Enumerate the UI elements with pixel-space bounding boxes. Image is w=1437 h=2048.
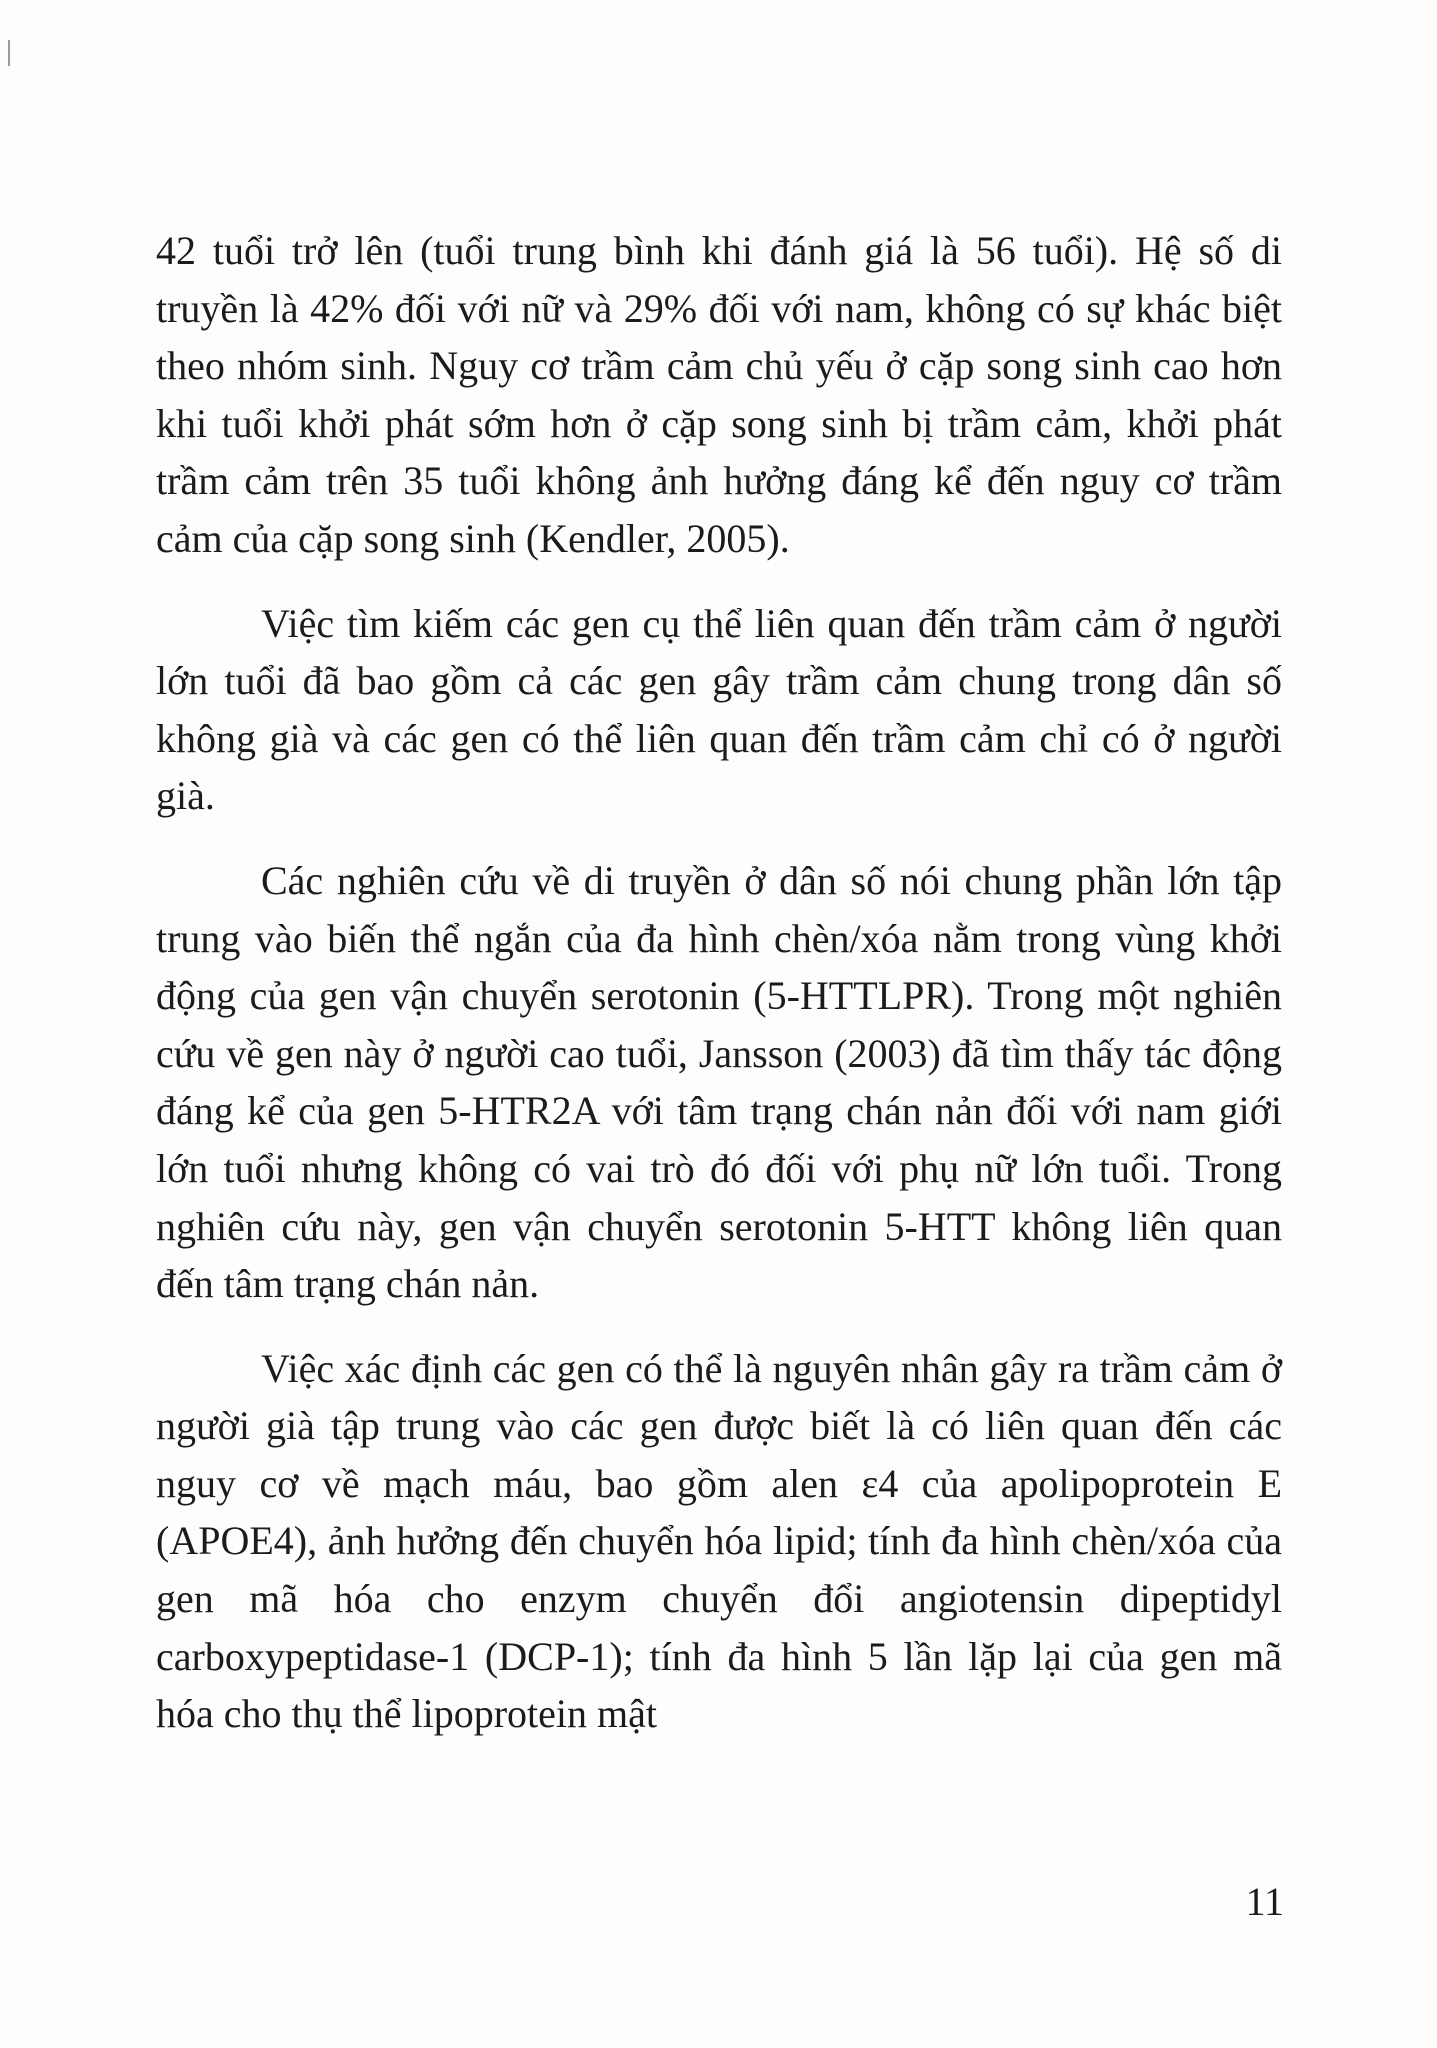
paragraph: Việc tìm kiếm các gen cụ thể liên quan đến trầm cảm ở người lớn tuổi đã bao gồm cả các gen gây trầm cảm chung trong dân số không già và các gen có thể liên quan đến trầm cảm chỉ có ở người già. bbox=[156, 600, 1282, 819]
paragraph-continuation: 42 tuổi trở lên (tuổi trung bình khi đánh giá là 56 tuổi). Hệ số di truyền là 42% đối với nữ và 29% đối với nam, không có sự khác biệt theo nhóm sinh. Nguy cơ trầm cảm chủ yếu ở cặp song sinh cao hơn khi tuổi khởi phát sớm hơn ở cặp song sinh bị trầm cảm, khởi phát trầm cảm trên 35 tuổi không ảnh hưởng đáng kể đến nguy cơ trầm cảm của cặp song sinh (Kendler, 2005). bbox=[156, 228, 1282, 561]
paragraph: Việc xác định các gen có thể là nguyên nhân gây ra trầm cảm ở người già tập trung vào các gen được biết là có liên quan đến các nguy cơ về mạch máu, bao gồm alen ε4 của apolipoprotein E (APOE4), ảnh hưởng đến chuyển hóa lipid; tính đa hình chèn/xóa của gen mã hóa cho enzym chuyển đổi angiotensin dipeptidyl carboxypeptidase-1 (DCP-1); tính đa hình 5 lần lặp lại của gen mã hóa cho thụ thể lipoprotein mật bbox=[156, 1345, 1282, 1737]
scan-edge-mark bbox=[8, 40, 10, 66]
body-text bbox=[156, 222, 1282, 1743]
page-number: 11 bbox=[1245, 1879, 1284, 1924]
paragraph: Các nghiên cứu về di truyền ở dân số nói chung phần lớn tập trung vào biến thể ngắn của đa hình chèn/xóa nằm trong vùng khởi động của gen vận chuyển serotonin (5-HTTLPR). Trong một nghiên cứu về gen này ở người cao tuổi, Jansson (2003) đã tìm thấy tác động đáng kể của gen 5-HTR2A với tâm trạng chán nản đối với nam giới lớn tuổi nhưng không có vai trò đó đối với phụ nữ lớn tuổi. Trong nghiên cứu này, gen vận chuyển serotonin 5-HTT không liên quan đến tâm trạng chán nản. bbox=[156, 857, 1282, 1307]
